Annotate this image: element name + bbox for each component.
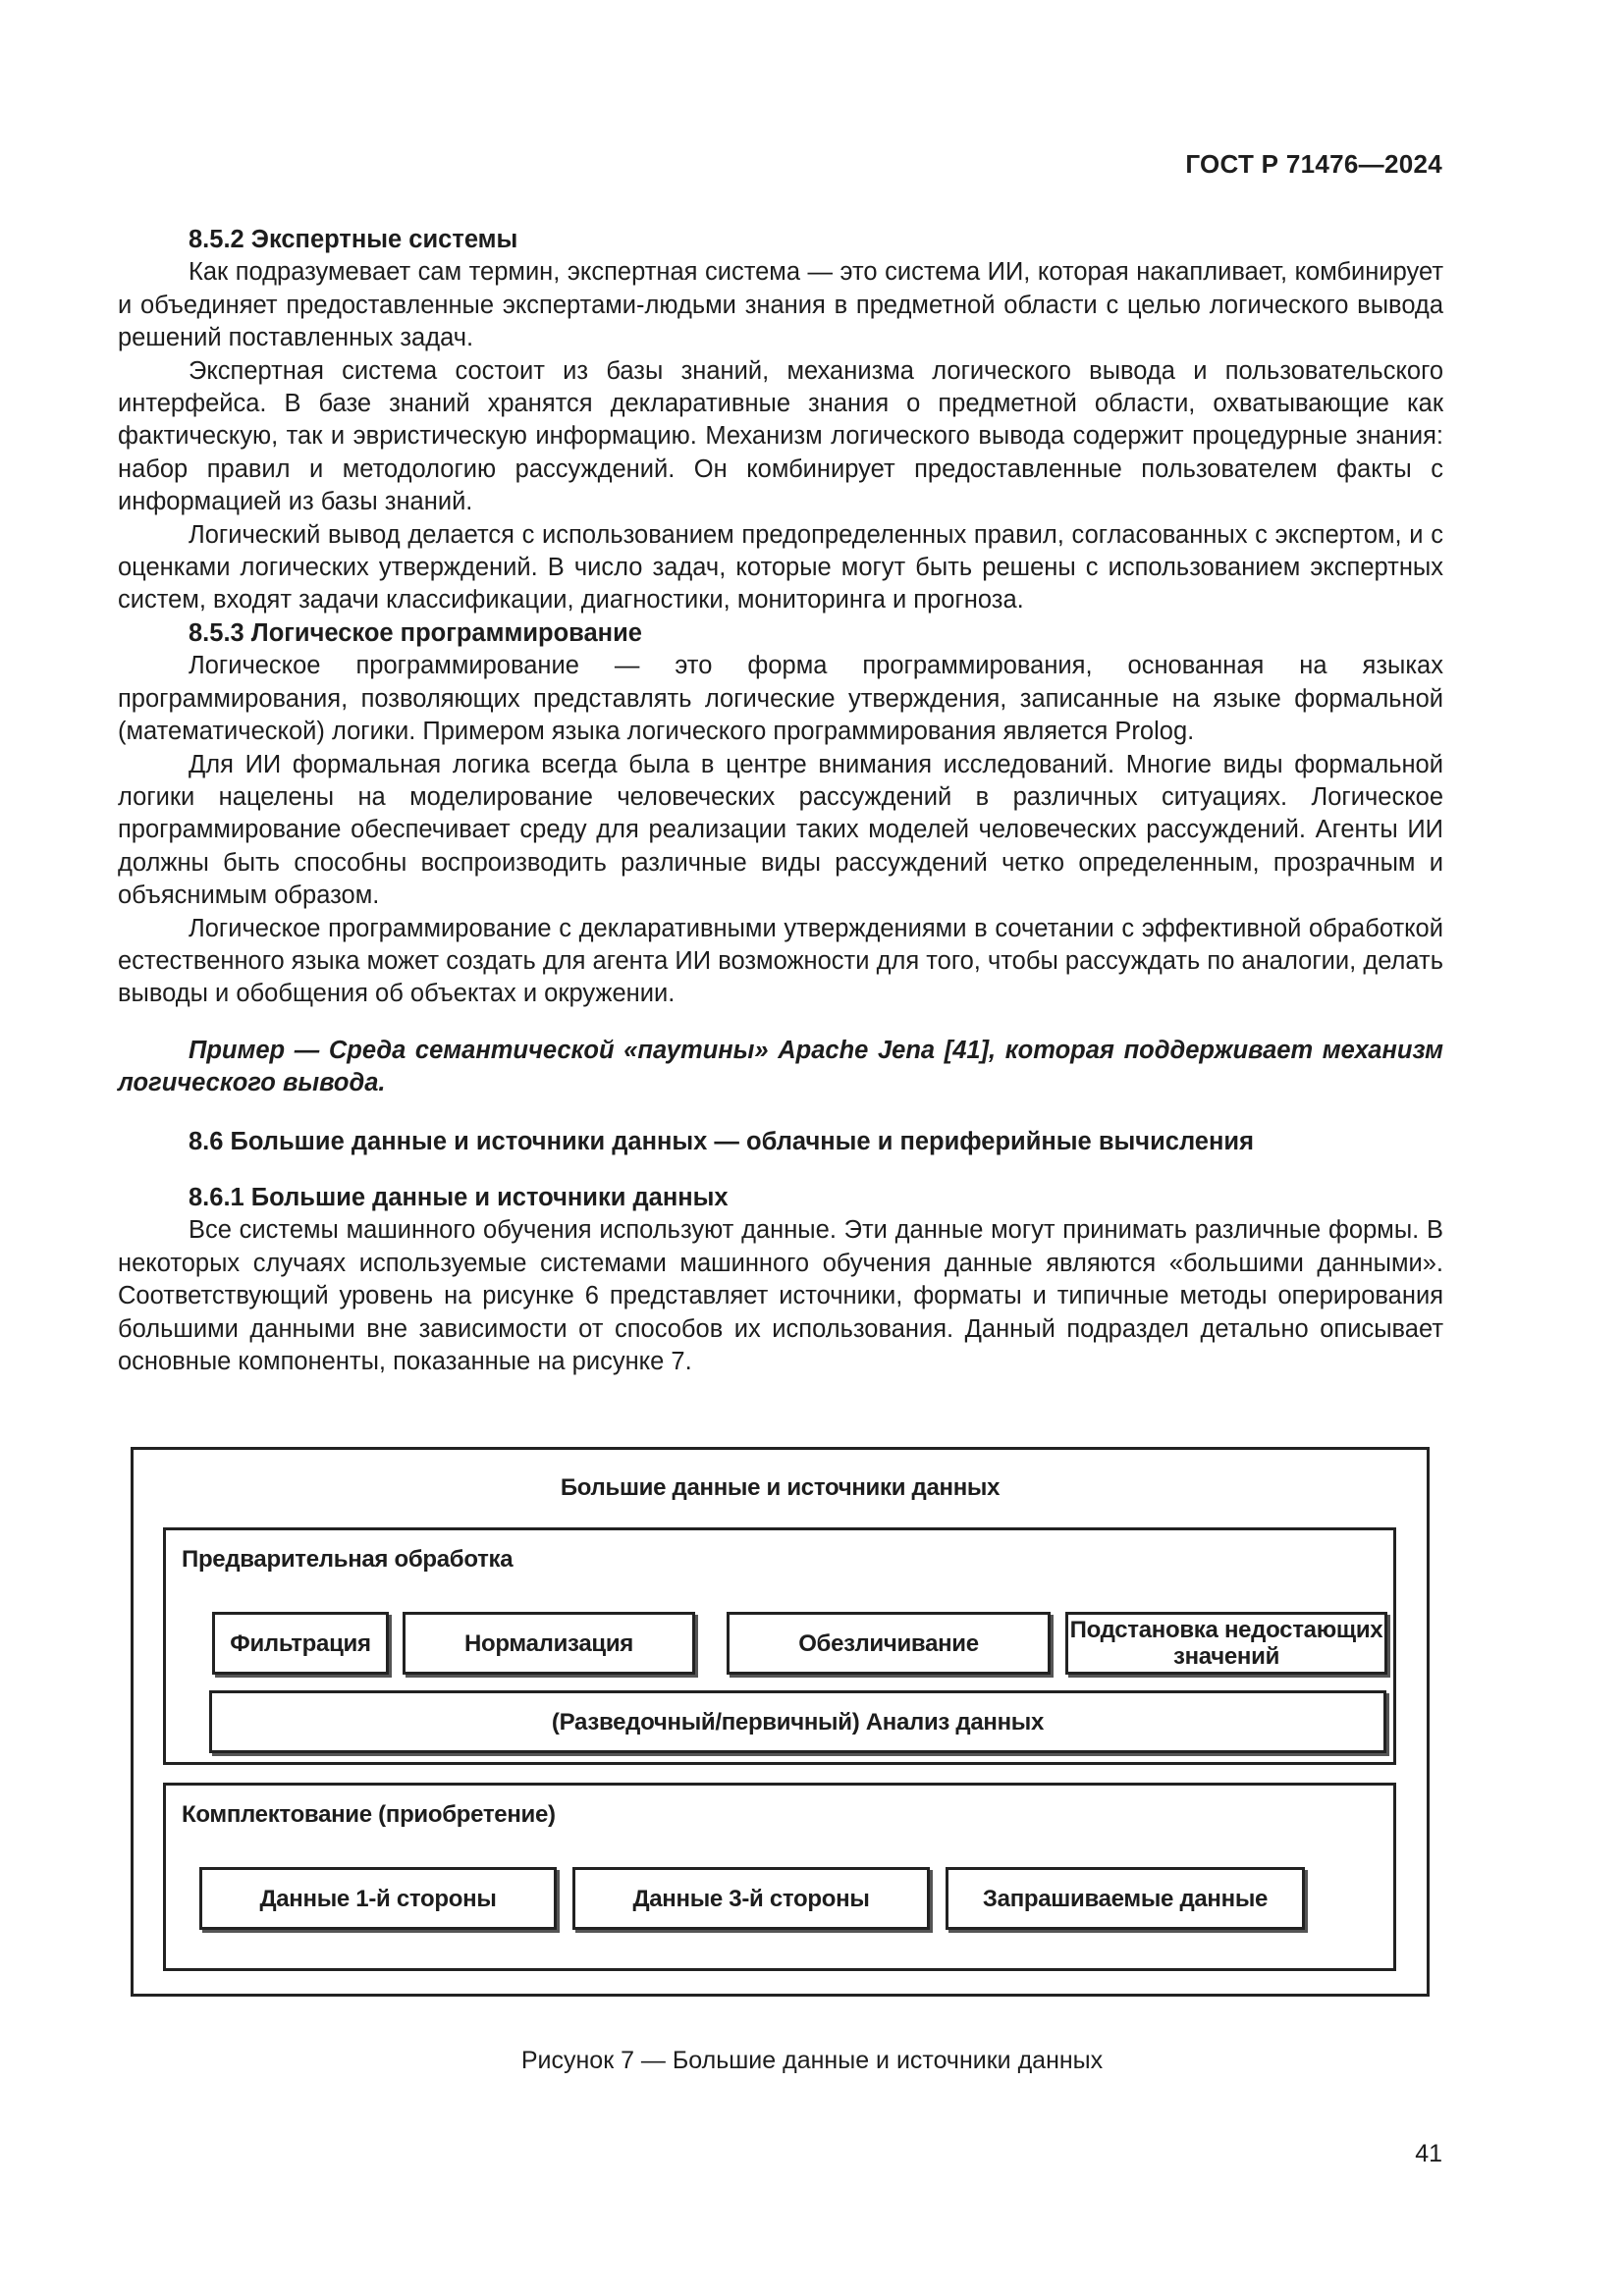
third-party-data-box: Данные 3-й стороны — [572, 1867, 930, 1930]
paragraph: Логический вывод делается с использованием предопределенных правил, согласованных с экспертом, и с оценками логических утверждений. В число задач, которые могут быть решены с использованием экспертных систем, входят задачи классификации, диагностики, мониторинга и прогноза. — [118, 520, 1443, 614]
page-number: 41 — [1415, 2140, 1442, 2167]
acquisition-label: Комплектование (приобретение) — [182, 1801, 556, 1828]
normalization-box: Нормализация — [403, 1612, 695, 1675]
example-note: Пример — Среда семантической «паутины» Apache Jena [41], которая поддерживает механизм логического вывода. — [118, 1036, 1443, 1097]
section-heading-8-5-3: 8.5.3 Логическое программирование — [189, 618, 642, 647]
preprocessing-label: Предварительная обработка — [182, 1546, 514, 1573]
paragraph: Как подразумевает сам термин, экспертная система — это система ИИ, которая накапливает, комбинирует и объединяет предоставленные экспертами-людьми знания в предметной области с целью логического вывода решений поставленных задач. — [118, 258, 1443, 352]
figure-7-diagram — [131, 1447, 1430, 1997]
document-id: ГОСТ Р 71476—2024 — [1185, 149, 1442, 179]
figure-caption: Рисунок 7 — Большие данные и источники данных — [520, 2047, 1104, 2074]
section-heading-8-6-1: 8.6.1 Большие данные и источники данных — [189, 1183, 729, 1211]
diagram-title: Большие данные и источники данных — [560, 1474, 1001, 1501]
paragraph: Все системы машинного обучения используют данные. Эти данные могут принимать различные формы. В некоторых случаях используемые системами машинного обучения данные являются «большими данными». Соответствующий уровень на рисунке 6 представляет источники, форматы и типичные методы оперирования большими данными вне зависимости от способов их использования. Данный подраздел детально описывает основные компоненты, показанные на рисунке 7. — [118, 1216, 1443, 1375]
exploratory-analysis-box: (Разведочный/первичный) Анализ данных — [209, 1690, 1386, 1753]
document-body — [118, 224, 1443, 1378]
missing-values-imputation-box: Подстановка недостающих значений — [1065, 1612, 1387, 1675]
filtering-box: Фильтрация — [212, 1612, 389, 1675]
paragraph: Логическое программирование с декларативными утверждениями в сочетании с эффективной обработкой естественного языка может создать для агента ИИ возможности для того, чтобы рассуждать по аналогии, делать выводы и обобщения об объектах и окружении. — [118, 914, 1443, 1008]
section-heading-8-6: 8.6 Большие данные и источники данных — облачные и периферийные вычисления — [189, 1127, 1254, 1155]
paragraph: Логическое программирование — это форма программирования, основанная на языках программирования, позволяющих представлять логические утверждения, записанные на языке формальной (математической) логики. Примером языка логического программирования является Prolog. — [118, 652, 1443, 746]
paragraph: Экспертная система состоит из базы знаний, механизма логического вывода и пользовательского интерфейса. В базе знаний хранятся декларативные знания о предметной области, охватывающие как фактическую, так и эвристическую информацию. Механизм логического вывода содержит процедурные знания: набор правил и методологию рассуждений. Он комбинирует предоставленные пользователем факты с информацией из базы знаний. — [118, 356, 1443, 516]
paragraph: Для ИИ формальная логика всегда была в центре внимания исследований. Многие виды формальной логики нацелены на моделирование человеческих рассуждений в различных ситуациях. Логическое программирование обеспечивает среду для реализации таких моделей человеческих рассуждений. Агенты ИИ должны быть способны воспроизводить различные виды рассуждений четко определенным, прозрачным и объяснимым образом. — [118, 750, 1443, 910]
section-heading-8-5-2: 8.5.2 Экспертные системы — [189, 226, 518, 253]
first-party-data-box: Данные 1-й стороны — [199, 1867, 557, 1930]
requested-data-box: Запрашиваемые данные — [946, 1867, 1305, 1930]
anonymization-box: Обезличивание — [727, 1612, 1051, 1675]
